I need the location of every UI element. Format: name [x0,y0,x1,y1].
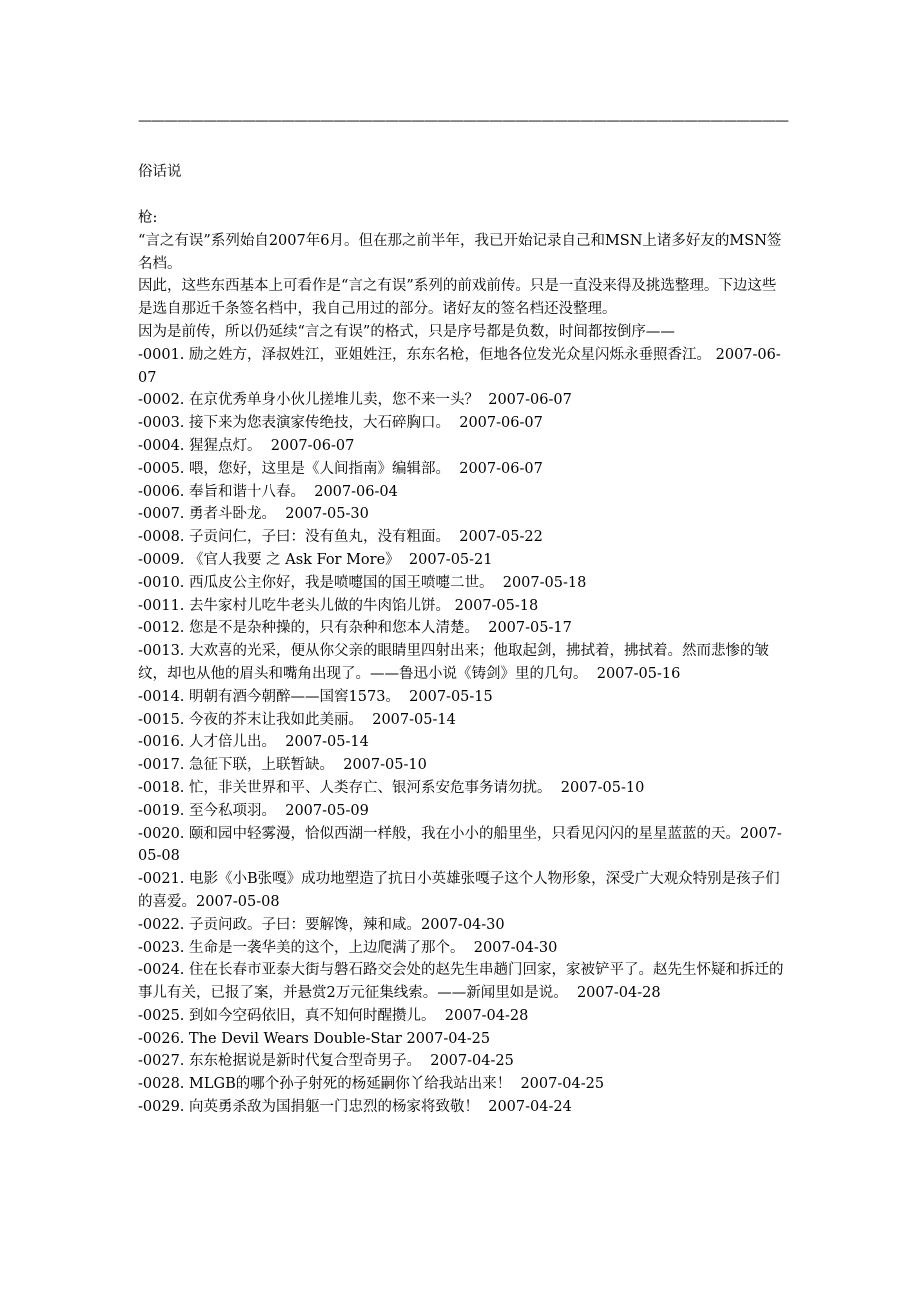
signature-entry: -0028. MLGB的哪个孙子射死的杨延嗣你丫给我站出来！ 2007-04-25 [138,1076,605,1093]
signature-entry: -0016. 人才倍儿出。 2007-05-14 [138,734,369,751]
signature-entry: -0017. 急征下联，上联暂缺。 2007-05-10 [138,757,427,774]
signature-entry: -0025. 到如今空码依旧，真不知何时醒攒儿。 2007-04-28 [138,1007,529,1024]
signature-entry: -0015. 今夜的芥末让我如此美丽。 2007-05-14 [138,711,456,728]
signature-entry: -0026. The Devil Wears Double-Star 2007-04-25 [138,1030,491,1047]
signature-entry: -0021. 电影《小B张嘎》成功地塑造了抗日小英雄张嘎子这个人物形象，深受广大观众特别是孩子们的喜爱。2007-05-08 [138,871,780,910]
signature-entry: -0008. 子贡问仁，子曰：没有鱼丸，没有粗面。 2007-05-22 [138,529,543,546]
signature-entry: -0005. 喂，您好，这里是《人间指南》编辑部。 2007-06-07 [138,460,543,477]
signature-entry: -0012. 您是不是杂种操的，只有杂种和您本人清楚。 2007-05-17 [138,620,572,637]
signature-entry: -0022. 子贡问政。子曰：要解馋，辣和咸。2007-04-30 [138,916,505,933]
signature-entry: -0023. 生命是一袭华美的这个，上边爬满了那个。 2007-04-30 [138,939,558,956]
signature-entry: -0002. 在京优秀单身小伙儿搓堆儿卖，您不来一头？ 2007-06-07 [138,392,572,409]
signature-entry: -0004. 猩猩点灯。 2007-06-07 [138,437,355,454]
signature-entry: -0019. 至今私项羽。 2007-05-09 [138,802,369,819]
signature-entry: -0014. 明朝有酒今朝醉——国窖1573。 2007-05-15 [138,688,493,705]
signature-entry: -0018. 忙，非关世界和平、人类存亡、银河系安危事务请勿扰。 2007-05-10 [138,779,645,796]
signature-entry: -0006. 奉旨和谐十八春。 2007-06-04 [138,483,398,500]
intro-label: 枪: [138,210,158,226]
signature-entry: -0009. 《官人我要 之 Ask For More》 2007-05-21 [138,551,493,568]
signature-list [138,207,788,1119]
signature-entry: 因为是前传，所以仍延续“言之有误”的格式，只是序号都是负数，时间都按倒序—— [138,323,675,340]
signature-entry: -0013. 大欢喜的光采，便从你父亲的眼睛里四射出来；他取起剑，拂拭着，拂拭着。然而悲惨的皱纹，却也从他的眉头和嘴角出现了。——鲁迅小说《铸剑》里的几句。 2007-05-16 [138,643,770,682]
signature-entry: -0010. 西瓜皮公主你好，我是喷嚏国的国王喷嚏二世。 2007-05-18 [138,574,587,591]
section-heading: 俗话说 [138,164,182,180]
signature-entry: -0001. 励之姓方，泽叔姓江，亚姐姓汪，东东名枪，佢地各位发光众星闪烁永垂照香江。 2007-06-07 [138,346,781,386]
signature-entry: -0003. 接下来为您表演家传绝技，大石碎胸口。 2007-06-07 [138,415,543,432]
signature-entry: -0020. 颐和园中轻雾漫，恰似西湖一样般，我在小小的船里坐，只看见闪闪的星星蓝蓝的天。2007-05-08 [138,825,782,865]
signature-entry: -0011. 去牛家村儿吃牛老头儿做的牛肉馅儿饼。 2007-05-18 [138,597,539,614]
signature-entry: “言之有误”系列始自2007年6月。但在那之前半年，我已开始记录自己和MSN上诸多好友的MSN签名档。 [138,232,782,272]
signature-entry: 因此，这些东西基本上可看作是“言之有误”系列的前戏前传。只是一直没来得及挑选整理。下边这些是选自那近千条签名档中，我自己用过的部分。诸好友的签名档还没整理。 [138,278,777,318]
horizontal-rule: —————————————————————————————————————————————————— [138,113,788,129]
signature-entry: -0029. 向英勇杀敌为国捐躯一门忠烈的杨家将致敬！ 2007-04-24 [138,1099,572,1116]
signature-entry: -0007. 勇者斗卧龙。 2007-05-30 [138,506,369,523]
signature-entry: -0024. 住在长春市亚泰大街与磐石路交会处的赵先生串趟门回家，家被铲平了。赵先生怀疑和拆迁的事儿有关，已报了案，并悬赏2万元征集线索。——新闻里如是说。 2007-04-28 [138,962,784,1002]
signature-entry: -0027. 东东枪据说是新时代复合型奇男子。 2007-04-25 [138,1053,514,1070]
